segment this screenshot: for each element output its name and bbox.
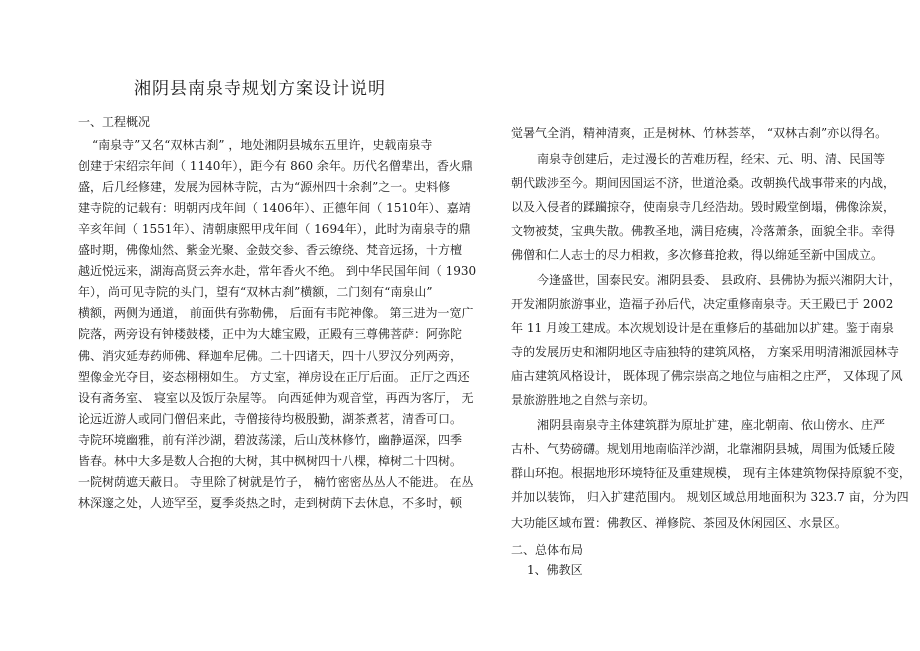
right-paragraph-line: 古朴、气势磅礴。规划用地南临洋沙湖，北靠湘阴县城，周围为低矮丘陵 [511, 442, 896, 456]
left-paragraph-line: 年），尚可见寺院的头门，望有“双林古刹”横额，二门刻有“南泉山” [78, 285, 433, 300]
right-paragraph-line: 年 11 月竣工建成。本次规划设计是在重修后的基础加以扩建。鉴于南泉 [511, 321, 894, 335]
right-paragraph-line: 群山环抱。根据地形环境特征及重建规模， 现有主体建筑物保持原貌不变， [511, 466, 911, 480]
right-paragraph-line: 文物被焚，宝典失散。佛教圣地，满目疮痍，冷落萧条，面貌全非。幸得 [511, 224, 896, 238]
right-paragraph-line: 大功能区域布置：佛教区、禅修院、茶园及休闲园区、水景区。 [511, 516, 848, 530]
section-heading-overview: 一、工程概况 [78, 115, 151, 129]
right-paragraph-line: 庙古建筑风格设计， 既体现了佛宗崇高之地位与庙相之庄严， 又体现了风 [511, 369, 903, 383]
right-paragraph-line: 景旅游胜地之自然与亲切。 [511, 393, 656, 407]
subsection-heading-buddhist-area: 1、佛教区 [527, 563, 583, 577]
left-paragraph-line: 皆春。林中大多是数人合抱的大树，其中枫树四十八棵，樟树二十四树。 [78, 453, 463, 468]
right-paragraph-line: 今逢盛世，国泰民安。湘阴县委、 县政府、县佛协为振兴湘阴大计， [537, 273, 901, 287]
right-paragraph-line: 佛僧和仁人志士的尽力相救，多次修葺抢救，得以绵延至新中国成立。 [511, 248, 884, 262]
left-paragraph-line: 论远近游人或同门僧侣来此，寺僧接待均极殷勤，湖茶煮茗，清香可口。 [78, 411, 463, 426]
left-paragraph-line: 盛时期，佛像灿然、紫金光聚、金鼓交参、香云缭绕、梵音远扬，十方檀 [78, 243, 463, 258]
left-paragraph-line: 一院树荫遮天蔽日。 寺里除了树就是竹子， 楠竹密密丛丛人不能进。 在丛 [78, 474, 474, 489]
page-title: 湘阴县南泉寺规划方案设计说明 [134, 79, 386, 99]
section-heading-layout: 二、总体布局 [511, 543, 584, 557]
left-paragraph-line: 寺院环境幽雅，前有洋沙湖，碧波荡漾，后山茂林修竹，幽静逼深，四季 [78, 432, 463, 447]
right-paragraph-line: 并加以装饰， 归入扩建范围内。 规划区域总用地面积为 323.7 亩，分为四 [511, 490, 909, 504]
left-paragraph-line: 横额，两侧为通道， 前面供有弥勒佛， 后面有韦陀神像。 第三进为一宽广 [78, 306, 474, 321]
left-paragraph-line: 塑像金光夺目，姿态栩栩如生。 方丈室，禅房设在正厅后面。 正厅之西还 [78, 369, 470, 384]
left-paragraph-line: 盛，后几经修建，发展为园林寺院，古为“源州四十余刹”之一。史料修 [78, 180, 451, 195]
right-paragraph-line: 湘阴县南泉寺主体建筑群为原址扩建，座北朝南、依山傍水、庄严 [537, 418, 886, 432]
left-paragraph-line: 院落，两旁设有钟楼鼓楼，正中为大雄宝殿，正殿有三尊佛菩萨：阿弥陀 [78, 327, 463, 342]
right-paragraph-line: 以及入侵者的蹂躏掠夺，使南泉寺几经浩劫。毁时殿堂倒塌，佛像涂炭， [511, 200, 896, 214]
right-paragraph-line: 朝代跋涉至今。期间因国运不济，世道沧桑。改朝换代战事带来的内战， [511, 176, 896, 190]
left-paragraph-line: 林深邃之处，人迹罕至，夏季炎热之时，走到树荫下去休息，不多时，顿 [78, 495, 463, 510]
left-paragraph-line: 佛、消灾延寿药师佛、释迦牟尼佛。二十四诸天，四十八罗汉分列两旁， [78, 348, 463, 363]
left-paragraph-line: 建寺院的记载有：明朝丙戌年间（ 1406年）、正德年间（ 1510年）、嘉靖 [78, 201, 471, 216]
right-paragraph-line: 寺的发展历史和湘阴地区寺庙独特的建筑风格， 方案采用明清湘派园林寺 [511, 345, 899, 359]
right-paragraph-line: 南泉寺创建后，走过漫长的苦难历程，经宋、元、明、清、民国等 [537, 152, 886, 166]
left-paragraph-line: 越近悦远来，湖海高贤云奔水赴，常年香火不绝。 到中华民国年间（ 1930 [78, 264, 477, 279]
right-paragraph-line: 开发湘阴旅游事业，造福子孙后代，决定重修南泉寺。天王殿已于 2002 [511, 297, 894, 311]
left-paragraph-line: 创建于宋绍宗年间（ 1140年），距今有 860 余年。历代名僧辈出，香火鼎 [78, 159, 473, 174]
left-paragraph-line: “南泉寺”又名“双林古刹” ，地处湘阴县城东五里许，史载南泉寺 [92, 138, 433, 152]
left-paragraph-line: 辛亥年间（ 1551年）、清朝康熙甲戌年间（ 1694年），此时为南泉寺的鼎 [78, 222, 471, 237]
right-paragraph-line: 觉暑气全消，精神清爽，正是树林、竹林荟萃， “双林古刹”亦以得名。 [511, 126, 888, 140]
left-paragraph-line: 设有斋务室、 寝室以及饭厅杂屋等。 向西延伸为观音堂，再西为客厅， 无 [78, 390, 474, 405]
